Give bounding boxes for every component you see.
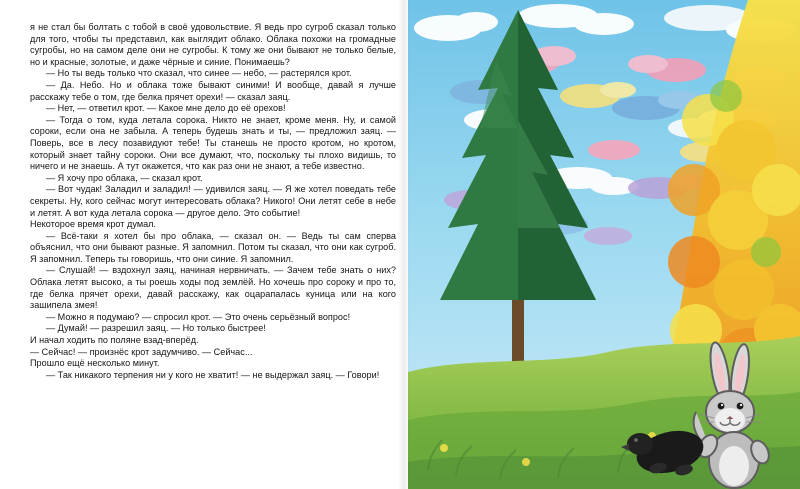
illustration-artwork [408, 0, 800, 489]
paragraph: — Вот чудак! Заладил и заладил! — удивился заяц. — Я же хотел поведать тебе секреты. Ну, кого сейчас могут интересовать облака? Никого! Они летят себе в небе и летят. А вот куда летала сорока — другое дело. Это событие! [30, 184, 396, 218]
paragraph: — Тогда о том, куда летала сорока. Никто не знает, кроме меня. Ну, и самой сороки, если она не забыла. А теперь будешь знать и ты, — предложил заяц. — Поверь, все в лесу позавидуют тебе! Ты станешь не просто кротом, но кротом, который знает тайну сороки. Они все думают, что, поскольку ты плохо видишь, то ничего и не знаешь. А тут окажется, что как раз они не знают, а тебе известно. [30, 114, 396, 172]
paragraph: — Сейчас! — произнёс крот задумчиво. — Сейчас... [30, 346, 253, 357]
paragraph: Прошло ещё несколько минут. [30, 358, 160, 369]
paragraph: — Да. Небо. Но и облака тоже бывают синими! И вообще, давай я лучше расскажу тебе о том, где белка прячет орехи! — сказал заяц. [30, 79, 396, 102]
paragraph: — Думай! — разрешил заяц. — Но только быстрее! [46, 323, 266, 334]
paragraph: — Так никакого терпения ни у кого не хватит! — не выдержал заяц. — Говори! [46, 369, 380, 380]
paragraph: я не стал бы болтать с тобой в своё удовольствие. Я ведь про сугроб сказал только для того, чтобы ты представил, как выглядит облако. Облака похожи на громадные сугробы, но на самом деле они не сугробы. К тому же они бывают не только белые, но и красные, золотые, и даже чёрные и синие. Понимаешь? [30, 22, 396, 67]
illustration-page [408, 0, 800, 489]
paragraph: — Можно я подумаю? — спросил крот. — Это очень серьёзный вопрос! [46, 311, 351, 322]
paragraph: Некоторое время крот думал. [30, 219, 157, 230]
paragraph: — Нет, — ответил крот. — Какое мне дело до её орехов! [46, 103, 286, 114]
paragraph: — Всё-таки я хотел бы про облака, — сказал он. — Ведь ты сам сперва объяснил, что они бывают разные. Я запомнил. Потом ты сказал, что они как сугроб. Я запомнил. Теперь ты говоришь, что они синие. Я запомнил. [30, 230, 396, 264]
paragraph: И начал ходить по поляне взад-вперёд. [30, 335, 199, 346]
paragraph: — Но ты ведь только что сказал, что синее — небо, — растерялся крот. [46, 68, 352, 79]
story-body [30, 22, 396, 381]
paragraph: — Я хочу про облака, — сказал крот. [46, 172, 203, 183]
paragraph: — Слушай! — вздохнул заяц, начиная нервничать. — Зачем тебе знать о них? Облака летят высоко, а ты роешь ходы под землёй. Но хочешь про сороку и про то, где белка прячет орехи, давай расскажу, как оцарапалась куница или на кого зашипела змея! [30, 265, 396, 311]
